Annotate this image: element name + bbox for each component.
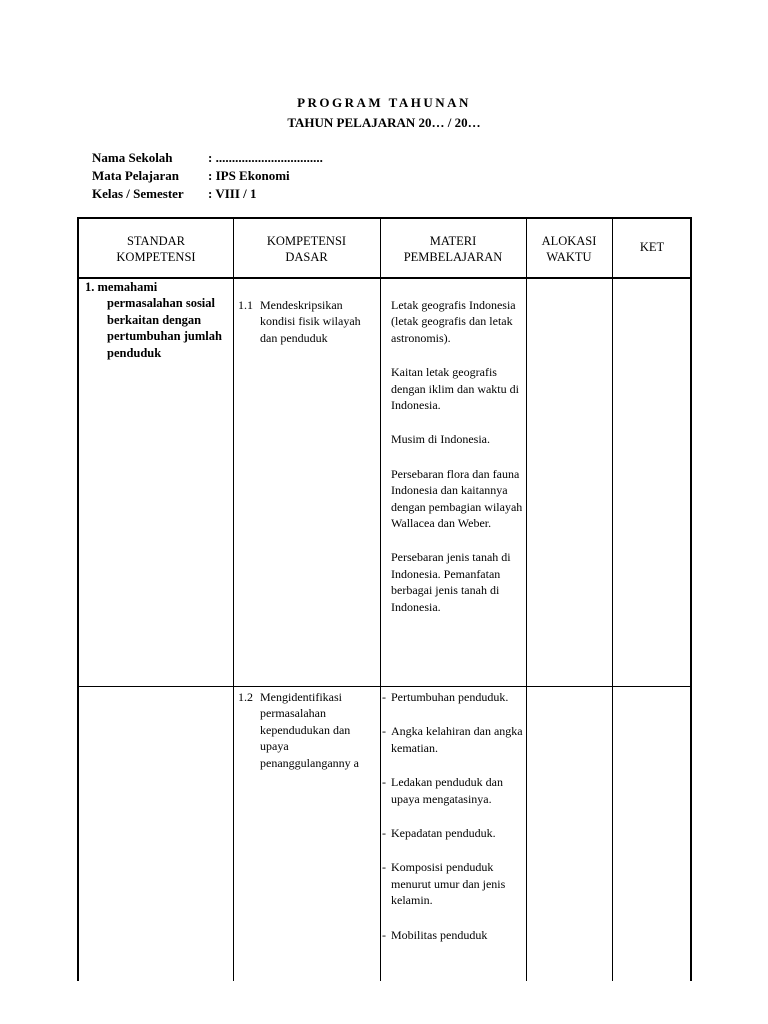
bullet-dash: -	[382, 724, 386, 739]
materi-item: Letak geografis Indonesia (letak geografis dan letak astronomis).	[391, 298, 516, 345]
standar-kompetensi-cell	[85, 279, 231, 361]
materi-item: Kaitan letak geografis dengan iklim dan waktu di Indonesia.	[391, 365, 519, 413]
header-materi-pembelajaran	[380, 233, 526, 265]
bullet-dash: -	[382, 860, 386, 875]
bullet-dash: -	[382, 690, 386, 704]
kd-number: 1.1	[238, 298, 253, 312]
document-subtitle: TAHUN PELAJARAN 20… / 20…	[287, 115, 481, 130]
materi-item-text: Angka kelahiran dan angka kematian.	[391, 724, 523, 755]
header-kompetensi-dasar	[233, 233, 380, 265]
bullet-dash: -	[382, 775, 386, 790]
info-block	[92, 149, 323, 203]
header-line: DASAR	[285, 250, 328, 264]
header-line: PEMBELAJARAN	[403, 250, 503, 264]
materi-item	[382, 927, 524, 943]
materi-item	[382, 689, 524, 705]
materi-item	[382, 774, 524, 807]
materi-item-text: Pertumbuhan penduduk.	[391, 690, 509, 704]
row-divider	[79, 686, 690, 687]
header-line: MATERI	[429, 234, 477, 248]
materi-item-text: Ledakan penduduk dan upaya mengatasinya.	[391, 775, 503, 806]
kd-cell-2	[238, 689, 378, 771]
materi-cell-1	[391, 297, 525, 633]
kd-text: Mendeskripsikan kondisi fisik wilayah dan penduduk	[260, 298, 361, 345]
column-divider	[526, 219, 527, 981]
info-value: : .................................	[208, 150, 323, 165]
header-line: ALOKASI	[541, 234, 597, 248]
header-ket	[612, 239, 692, 255]
kd-cell-1	[238, 297, 378, 346]
info-row-subject	[92, 167, 323, 185]
column-divider	[612, 219, 613, 981]
header-line: STANDAR	[126, 234, 186, 248]
materi-item	[382, 859, 524, 908]
header-line: KOMPETENSI	[116, 250, 196, 264]
materi-item	[382, 825, 524, 841]
header-line: KET	[639, 240, 665, 254]
materi-item: Musim di Indonesia.	[391, 432, 490, 447]
bullet-dash: -	[382, 927, 386, 942]
kd-text: Mengidentifikasi permasalahan kependudukan dan upaya penanggulanganny a	[260, 690, 359, 770]
document-title: PROGRAM TAHUNAN	[297, 95, 471, 110]
info-value: : VIII / 1	[208, 186, 257, 201]
header-line: WAKTU	[546, 250, 592, 264]
header-standar-kompetensi	[79, 233, 233, 265]
bullet-dash: -	[382, 826, 386, 841]
header-line: KOMPETENSI	[266, 234, 347, 248]
column-divider	[380, 219, 381, 981]
kd-number: 1.2	[238, 690, 253, 704]
info-row-class	[92, 185, 323, 203]
header-alokasi-waktu	[526, 233, 612, 265]
info-label: Kelas / Semester	[92, 186, 184, 201]
materi-item-text: Mobilitas penduduk	[391, 927, 488, 942]
info-label: Mata Pelajaran	[92, 168, 180, 183]
materi-item	[382, 723, 524, 756]
program-table	[77, 217, 692, 981]
standar-kompetensi-text: 1. memahami permasalahan sosial berkaitan dengan pertumbuhan jumlah penduduk	[85, 280, 222, 360]
materi-cell-2	[382, 689, 524, 943]
info-row-school	[92, 149, 323, 167]
column-divider	[233, 219, 234, 981]
materi-item-text: Komposisi penduduk menurut umur dan jenis kelamin.	[391, 860, 506, 908]
materi-item-text: Kepadatan penduduk.	[391, 826, 496, 841]
info-value: : IPS Ekonomi	[208, 168, 290, 183]
materi-item: Persebaran jenis tanah di Indonesia. Pemanfatan berbagai jenis tanah di Indonesia.	[391, 550, 511, 614]
materi-item: Persebaran flora dan fauna Indonesia dan kaitannya dengan pembagian wilayah Wallacea dan Weber.	[391, 466, 523, 531]
info-label: Nama Sekolah	[92, 150, 173, 165]
